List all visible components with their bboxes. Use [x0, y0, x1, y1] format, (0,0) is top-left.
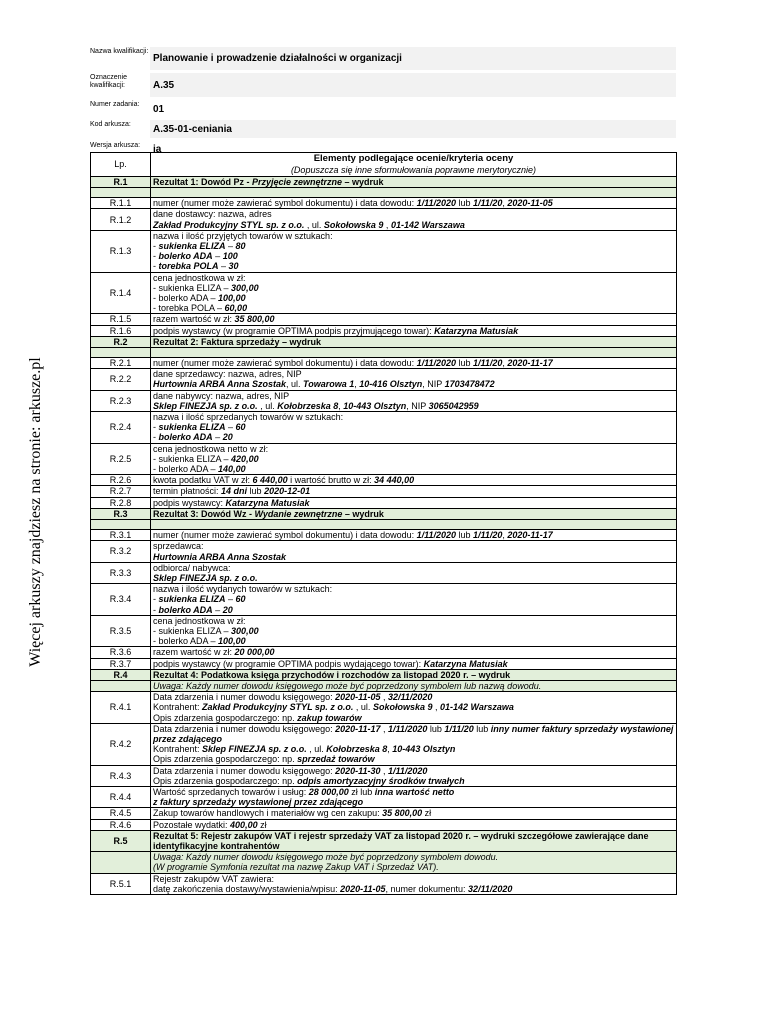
spacer-row	[91, 348, 677, 358]
table-row	[91, 530, 677, 541]
item-text: Zakup towarów handlowych i materiałów wg cen zakupu: 35 800,00 zł	[151, 808, 677, 819]
table-row	[91, 272, 677, 314]
item-id: R.2.7	[91, 486, 151, 497]
table-row	[91, 358, 677, 369]
item-id: R.4.6	[91, 819, 151, 830]
table-row	[91, 314, 677, 325]
criteria-subtitle: (Dopuszcza się inne sformułowania poprawne merytorycznie)	[290, 164, 537, 175]
result-title: Rezultat 5: Rejestr zakupów VAT i rejestr sprzedaży VAT za listopad 2020 r. – wydruki szczegółowe zawierające dane identyfikacyjne kontrahentów	[151, 830, 677, 851]
table-row	[91, 808, 677, 819]
item-id: R.3.1	[91, 530, 151, 541]
criteria-table	[90, 152, 677, 895]
item-text: nazwa i ilość wydanych towarów w sztukach: - sukienka ELIZA – 60 - bolerko ADA – 20	[151, 584, 677, 616]
item-id: R.1.5	[91, 314, 151, 325]
table-row	[91, 819, 677, 830]
item-id: R.2.5	[91, 443, 151, 475]
result-title: Rezultat 4: Podatkowa księga przychodów i rozchodów za listopad 2020 r. – wydruk	[151, 669, 677, 680]
result-id: R.1	[91, 177, 151, 188]
note-text: Uwaga: Każdy numer dowodu księgowego może być poprzedzony symbolem lub nazwą dowodu.	[151, 680, 677, 691]
table-row	[91, 658, 677, 669]
item-text: Data zdarzenia i numer dowodu księgowego: 2020-11-17 , 1/11/2020 lub 1/11/20 lub inny numer faktury sprzedaży wystawionej przez zdającego Kontrahent: Sklep FINEZJA sp. z o.o. , ul. Kołobrzeska 8, 10-443 Olsztyn Opis zdarzenia gospodarczego: np. sprzedaż towarów	[151, 723, 677, 765]
table-row	[91, 497, 677, 508]
item-id: R.2.2	[91, 369, 151, 390]
result-row-r5	[91, 830, 677, 851]
meta-value: A.35-01-ceniania	[150, 120, 676, 138]
meta-label: Kod arkusza:	[90, 121, 131, 128]
table-header-row	[91, 153, 677, 177]
item-text: Wartość sprzedanych towarów i usług: 28 000,00 zł lub inna wartość netto z faktury sprzedaży wystawionej przez zdającego	[151, 786, 677, 807]
table-row	[91, 325, 677, 336]
item-id: R.5.1	[91, 873, 151, 894]
table-row	[91, 443, 677, 475]
item-text: sprzedawca: Hurtownia ARBA Anna Szostak	[151, 541, 677, 562]
table-row	[91, 723, 677, 765]
table-row	[91, 873, 677, 894]
item-text: kwota podatku VAT w zł: 6 440,00 i wartość brutto w zł: 34 440,00	[151, 475, 677, 486]
sheet-metadata	[90, 47, 676, 160]
item-text: Data zdarzenia i numer dowodu księgowego: 2020-11-30 , 1/11/2020 Opis zdarzenia gospodarczego: np. odpis amortyzacyjny środków trwałych	[151, 765, 677, 786]
item-id: R.2.4	[91, 412, 151, 444]
meta-label: Wersja arkusza:	[90, 142, 141, 149]
meta-row-qualification-name	[90, 47, 676, 70]
result-id: R.3	[91, 508, 151, 519]
item-text: cena jednostkowa netto w zł: - sukienka ELIZA – 420,00 - bolerko ADA – 140,00	[151, 443, 677, 475]
meta-label: Numer zadania:	[90, 101, 140, 108]
table-row	[91, 475, 677, 486]
table-row	[91, 486, 677, 497]
item-text: cena jednostkowa w zł: - sukienka ELIZA – 300,00 - bolerko ADA – 100,00	[151, 615, 677, 647]
item-id: R.3.7	[91, 658, 151, 669]
item-text: cena jednostkowa w zł: - sukienka ELIZA – 300,00 - bolerko ADA – 100,00 - torebka POLA – 60,00	[151, 272, 677, 314]
item-text: nazwa i ilość przyjętych towarów w sztukach: - sukienka ELIZA – 80 - bolerko ADA – 100 - torebka POLA – 30	[151, 230, 677, 272]
meta-value: ia	[150, 141, 676, 158]
item-text: dane nabywcy: nazwa, adres, NIP Sklep FINEZJA sp. z o.o. , ul. Kołobrzeska 8, 10-443 Olsztyn, NIP 3065042959	[151, 390, 677, 411]
result-row-r2	[91, 336, 677, 347]
item-id: R.1.1	[91, 198, 151, 209]
note-row	[91, 852, 677, 873]
item-id: R.3.6	[91, 647, 151, 658]
meta-row-task-number	[90, 100, 676, 118]
table-row	[91, 209, 677, 230]
item-text: dane dostawcy: nazwa, adres Zakład Produkcyjny STYL sp. z o.o. , ul. Sokołowska 9 , 01-142 Warszawa	[151, 209, 677, 230]
item-id: R.4.3	[91, 765, 151, 786]
item-text: Pozostałe wydatki: 400,00 zł	[151, 819, 677, 830]
table-row	[91, 412, 677, 444]
item-text: nazwa i ilość sprzedanych towarów w sztukach: - sukienka ELIZA – 60 - bolerko ADA – 20	[151, 412, 677, 444]
spacer-row	[91, 188, 677, 198]
result-id: R.5	[91, 830, 151, 851]
item-id: R.1.4	[91, 272, 151, 314]
item-id: R.3.5	[91, 615, 151, 647]
item-id: R.1.3	[91, 230, 151, 272]
item-text: razem wartość w zł: 20 000,00	[151, 647, 677, 658]
result-id: R.4	[91, 669, 151, 680]
result-row-r4	[91, 669, 677, 680]
result-title: Rezultat 1: Dowód Pz - Przyjęcie zewnętrzne – wydruk	[151, 177, 677, 188]
item-text: numer (numer może zawierać symbol dokumentu) i data dowodu: 1/11/2020 lub 1/11/20, 2020-11-17	[151, 358, 677, 369]
meta-value: A.35	[150, 73, 676, 97]
note-text: Uwaga: Każdy numer dowodu księgowego może być poprzedzony symbolem dowodu. (W programie Symfonia rezultat ma nazwę Zakup VAT i Sprzedaż VAT).	[151, 852, 677, 873]
item-id: R.3.3	[91, 562, 151, 583]
item-id: R.4.1	[91, 692, 151, 724]
item-id: R.2.6	[91, 475, 151, 486]
item-text: Rejestr zakupów VAT zawiera: datę zakończenia dostawy/wystawienia/wpisu: 2020-11-05, numer dokumentu: 32/11/2020	[151, 873, 677, 894]
item-text: podpis wystawcy (w programie OPTIMA podpis przyjmującego towar): Katarzyna Matusiak	[151, 325, 677, 336]
item-text: razem wartość w zł: 35 800,00	[151, 314, 677, 325]
note-row	[91, 680, 677, 691]
item-id: R.1.2	[91, 209, 151, 230]
item-id: R.4.5	[91, 808, 151, 819]
criteria-title: Elementy podlegające ocenie/kryteria oceny	[313, 153, 514, 165]
item-id: R.2.1	[91, 358, 151, 369]
item-text: termin płatności: 14 dni lub 2020-12-01	[151, 486, 677, 497]
table-row	[91, 584, 677, 616]
table-row	[91, 615, 677, 647]
result-id: R.2	[91, 336, 151, 347]
item-id: R.3.4	[91, 584, 151, 616]
table-row	[91, 562, 677, 583]
item-id: R.1.6	[91, 325, 151, 336]
result-title: Rezultat 2: Faktura sprzedaży – wydruk	[151, 336, 677, 347]
result-row-r1	[91, 177, 677, 188]
item-id: R.2.3	[91, 390, 151, 411]
item-id: R.2.8	[91, 497, 151, 508]
meta-label: Nazwa kwalifikacji:	[90, 48, 149, 55]
item-text: odbiorca/ nabywca: Sklep FINEZJA sp. z o.o.	[151, 562, 677, 583]
meta-row-qualification-code	[90, 73, 676, 97]
result-title: Rezultat 3: Dowód Wz - Wydanie zewnętrzne – wydruk	[151, 508, 677, 519]
table-row	[91, 647, 677, 658]
meta-label: Oznaczenie kwalifikacji:	[90, 74, 127, 89]
item-text: numer (numer może zawierać symbol dokumentu) i data dowodu: 1/11/2020 lub 1/11/20, 2020-11-05	[151, 198, 677, 209]
meta-value: Planowanie i prowadzenie działalności w organizacji	[150, 47, 676, 70]
table-row	[91, 230, 677, 272]
spacer-row	[91, 520, 677, 530]
column-header-lp: Lp.	[91, 153, 151, 177]
result-row-r3	[91, 508, 677, 519]
column-header-criteria	[151, 153, 677, 177]
meta-value: 01	[150, 100, 676, 118]
item-text: podpis wystawcy (w programie OPTIMA podpis wydającego towar): Katarzyna Matusiak	[151, 658, 677, 669]
table-row	[91, 765, 677, 786]
table-row	[91, 541, 677, 562]
item-id: R.4.4	[91, 786, 151, 807]
table-row	[91, 786, 677, 807]
table-row	[91, 369, 677, 390]
item-text: Data zdarzenia i numer dowodu księgowego: 2020-11-05 , 32/11/2020 Kontrahent: Zakład Produkcyjny STYL sp. z o.o. , ul. Sokołowska 9 , 01-142 Warszawa Opis zdarzenia gospodarczego: np. zakup towarów	[151, 692, 677, 724]
side-watermark-text: Więcej arkuszy znajdziesz na stronie: arkusze.pl	[27, 357, 44, 667]
meta-row-sheet-code	[90, 120, 676, 138]
item-id: R.4.2	[91, 723, 151, 765]
item-text: numer (numer może zawierać symbol dokumentu) i data dowodu: 1/11/2020 lub 1/11/20, 2020-11-17	[151, 530, 677, 541]
table-row	[91, 692, 677, 724]
item-text: dane sprzedawcy: nazwa, adres, NIP Hurtownia ARBA Anna Szostak, ul. Towarowa 1, 10-416 Olsztyn, NIP 1703478472	[151, 369, 677, 390]
item-id: R.3.2	[91, 541, 151, 562]
item-text: podpis wystawcy: Katarzyna Matusiak	[151, 497, 677, 508]
table-row	[91, 390, 677, 411]
table-row	[91, 198, 677, 209]
